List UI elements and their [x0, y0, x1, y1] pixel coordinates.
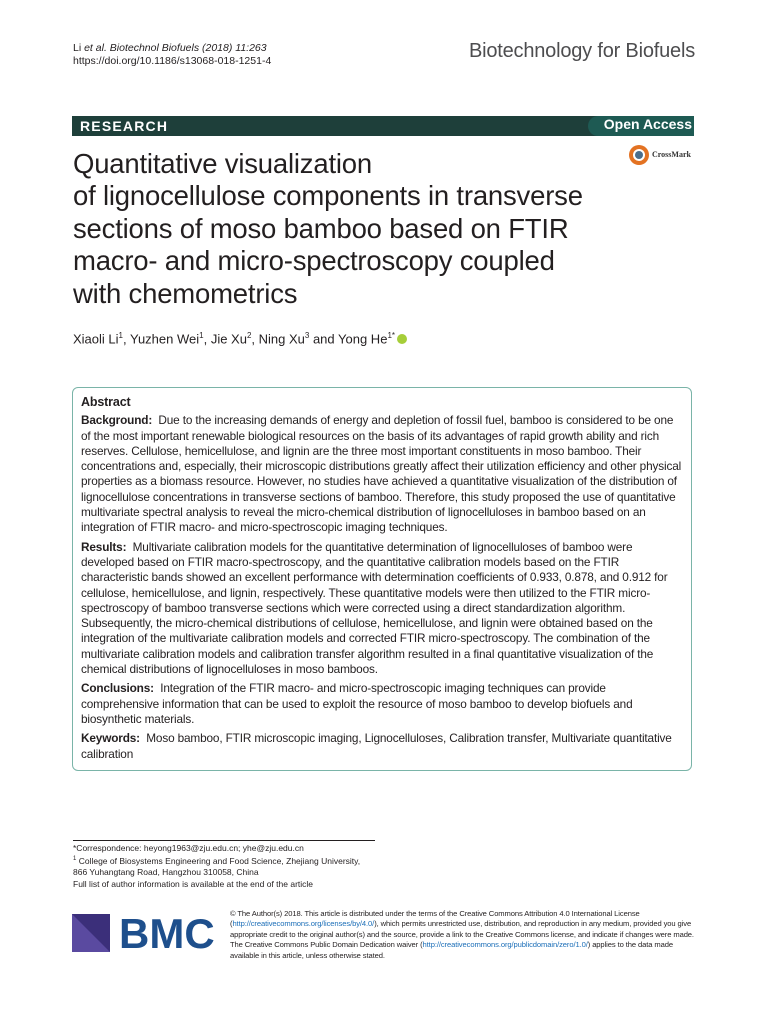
author-affil: 1*	[387, 331, 395, 340]
footnotes	[73, 843, 373, 890]
bmc-logo-text: BMC	[119, 912, 215, 952]
author-affil: 1	[118, 331, 123, 340]
correspondence[interactable]: *Correspondence: heyong1963@zju.edu.cn; yhe@zju.edu.cn	[73, 843, 304, 853]
citation-journal-abbrev: et al. Biotechnol Biofuels	[84, 42, 200, 54]
bmc-logo[interactable]	[72, 912, 217, 952]
affiliation	[73, 854, 373, 878]
affiliation-text: College of Biosystems Engineering and Food Science, Zhejiang University, 866 Yuhangtang Road, Hangzhou 310058, China	[73, 856, 361, 878]
title-line: macro- and micro-spectroscopy coupled	[73, 245, 555, 277]
crossmark-label: CrossMark	[652, 150, 691, 159]
license-text: © The Author(s) 2018. This article is distributed under the terms of the Creative Commons Attribution 4.0 International License (	[230, 909, 640, 929]
abstract-results	[81, 540, 684, 678]
affiliation-number: 1	[73, 856, 77, 863]
title-line: of lignocellulose components in transverse	[73, 180, 583, 212]
open-access-label: Open Access	[603, 116, 692, 132]
abstract-keywords	[81, 731, 684, 762]
title-line: with chemometrics	[73, 277, 298, 309]
author-name[interactable]: Xiaoli Li	[73, 331, 119, 347]
author-list: Xiaoli Li$^1$, Yuzhen Wei$^1$, Jie Xu$^2$, Ning Xu$^3$ and Yong $He^{1*}$	[73, 331, 407, 346]
title-line: Quantitative visualization	[73, 148, 372, 179]
author-affil: 3	[304, 331, 310, 340]
title-line: sections of moso bamboo based on FTIR	[73, 212, 569, 244]
keywords-label: Keywords:	[81, 731, 140, 746]
doi-link[interactable]: https://doi.org/10.1186/s13068-018-1251-4	[73, 55, 272, 67]
results-label: Results:	[81, 539, 127, 554]
author-name[interactable]: Jie Xu	[210, 331, 247, 347]
conclusions-label: Conclusions:	[81, 681, 154, 696]
author-name[interactable]: Ning Xu	[258, 331, 305, 347]
abstract-background	[81, 413, 684, 535]
license-text: ) applies to the data made available in this article, unless otherwise stated.	[230, 940, 673, 960]
journal-name: Biotechnology for Biofuels	[468, 40, 695, 62]
abstract-heading: Abstract	[81, 395, 131, 409]
citation-authors: Li	[73, 42, 85, 54]
citation-line	[73, 42, 271, 55]
conclusions-text: Integration of the FTIR macro- and micro-spectroscopic imaging techniques can provide comprehensive information that can be used to exploit the resource of moso bamboo to develop biofuels and biosynthetic materials.	[81, 681, 633, 726]
author-name[interactable]: Yong He	[338, 331, 388, 347]
article-title	[73, 148, 633, 310]
abstract-conclusions	[81, 681, 684, 727]
background-text: Due to the increasing demands of energy and depletion of fossil fuel, bamboo is considered to be one of the most important renewable biological resources on the basis of its advantages of rapid growth ability and rich reserves. Cellulose, hemicellulose, and lignin are the three most important constituents in moso bamboo. Their concentrations and, especially, their microscopic distributions greatly affect their utilization efficiency and other physical properties as a biomass resource. However, no studies have achieved a quantitative visualization of the distribution of lignocellulose concentrations in transverse sections of bamboo. Therefore, this study proposed the use of quantitative multivariate spectral analysis to reveal the micro-chemical distribution of lignocelluloses in bamboo based on an integration of FTIR macro- and micro-spectroscopic imaging techniques.	[81, 413, 682, 535]
results-text: Multivariate calibration models for the quantitative determination of lignocelluloses of bamboo were developed based on FTIR macro-spectroscopy, and the quantitative calibration models based on the FTIR characteristic bands showed an excellent performance with determination coefficients of 0.933, 0.878, and 0.912 for cellulose, hemicellulose, and lignin, respectively. These quantitative models were then utilized to the FTIR micro-spectroscopy of bamboo transverse sections which were corrected using a direct standardization algorithm. Subsequently, the micro-chemical distributions of cellulose, hemicellulose, and lignin were obtained based on the integration of the multivariate calibration models and corrected FTIR micro-spectroscopy. The combination of the multivariate calibration models and calibration transfer algorithm resulted in a final quantitative visualization of the chemical distributions of lignocelluloses in moso bamboos.	[81, 539, 668, 677]
citation-year-volume: (2018) 11:263	[199, 42, 267, 54]
footnote-divider	[73, 840, 375, 841]
citation-block	[73, 42, 271, 68]
license-text: ), which permits unrestricted use, distribution, and reproduction in any medium, provided you give appropriate credit to the original author(s) and the source, provide a link to the Creative Commons license, and indicate if changes were made. The Creative Commons Public Domain Dedication waiver (	[230, 919, 694, 950]
author-name[interactable]: Yuzhen Wei	[129, 331, 200, 347]
author-affil: 2	[246, 331, 252, 340]
license-notice	[230, 909, 700, 961]
section-label: RESEARCH	[80, 118, 169, 134]
keywords-text: Moso bamboo, FTIR microscopic imaging, Lignocelluloses, Calibration transfer, Multivariate quantitative calibration	[81, 731, 672, 761]
author-affil: 1	[199, 331, 204, 340]
background-label: Background:	[81, 413, 153, 428]
public-domain-link[interactable]: http://creativecommons.org/publicdomain/zero/1.0/	[422, 940, 588, 950]
orcid-icon[interactable]	[397, 334, 407, 344]
abstract	[81, 395, 684, 766]
author-info-note: Full list of author information is available at the end of the article	[73, 878, 314, 889]
license-link[interactable]: http://creativecommons.org/licenses/by/4.0/	[232, 919, 375, 929]
